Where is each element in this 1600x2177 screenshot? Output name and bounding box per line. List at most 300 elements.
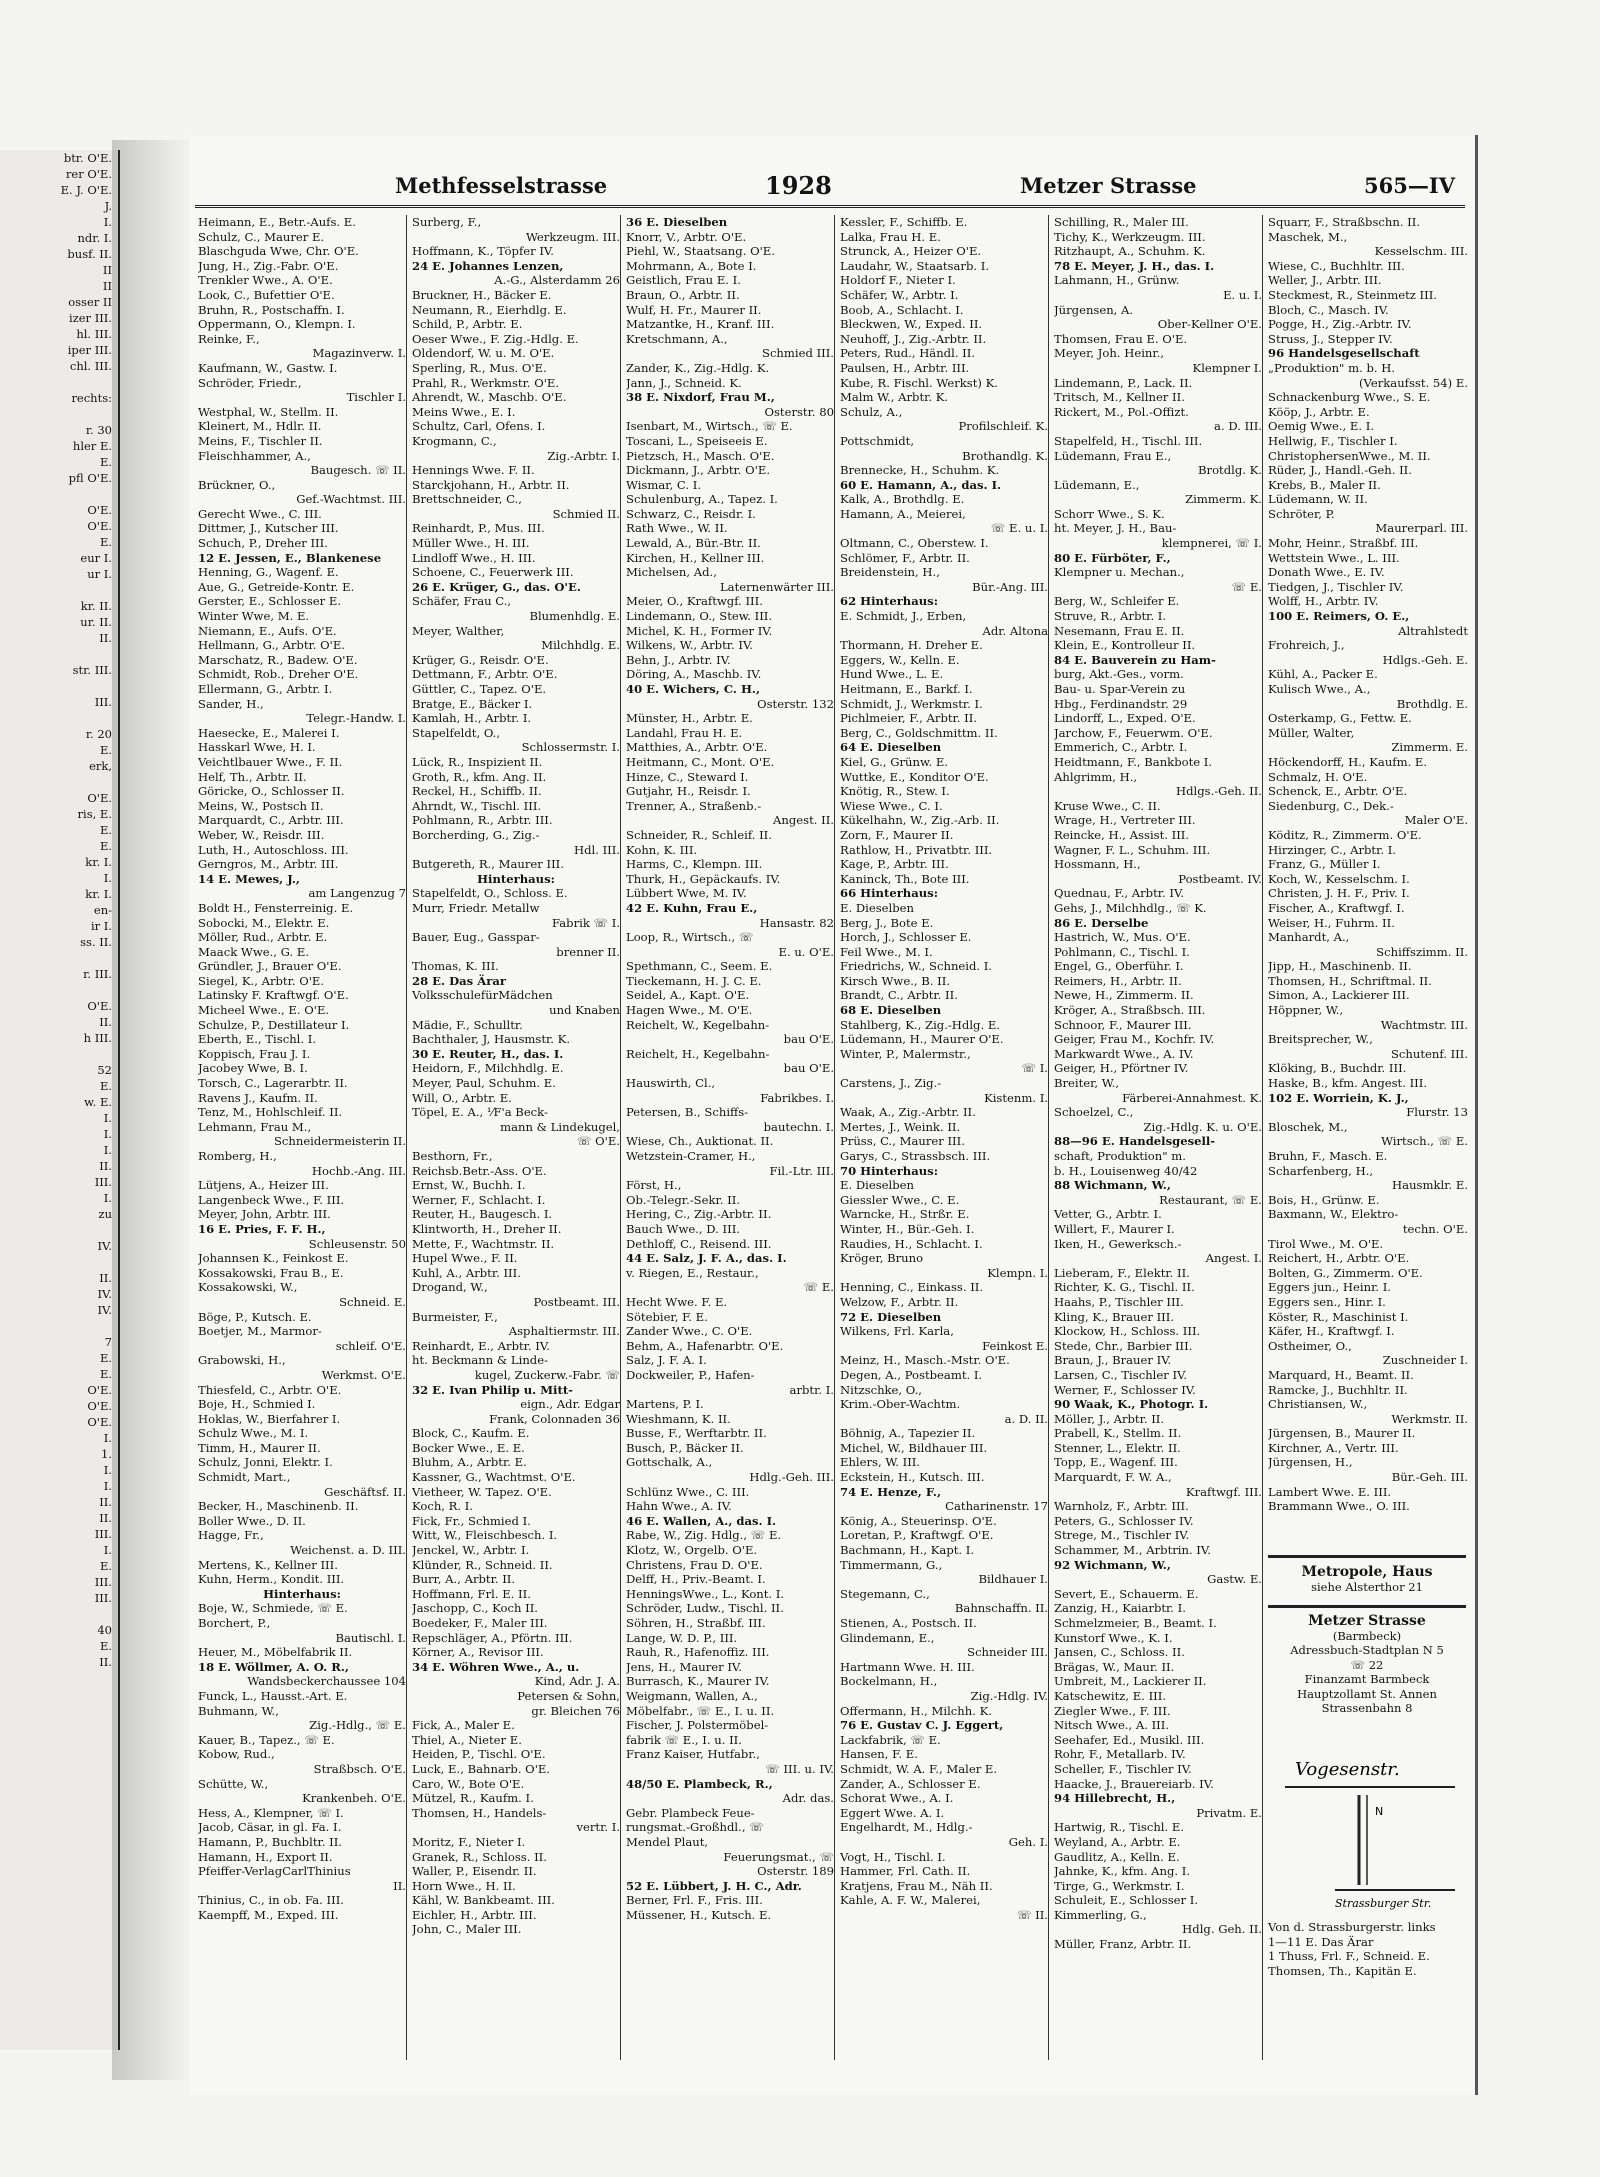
directory-entry: Schild, P., Arbtr. E. — [412, 317, 523, 332]
directory-entry: ht. Beckmann & Linde- — [412, 1353, 549, 1368]
directory-entry: Michelsen, Ad., — [626, 565, 717, 580]
directory-entry: Döring, A., Maschb. IV. — [626, 667, 762, 682]
directory-entry: Engelhardt, M., Hdlg.- — [840, 1820, 973, 1835]
directory-entry: Krüger, G., Reisdr. O'E. — [412, 652, 549, 667]
directory-entry: Seidel, A., Kapt. O'E. — [626, 988, 750, 1003]
right-street-title: Metzer Strasse — [1020, 173, 1197, 198]
directory-entry: Schütte, W., — [198, 1776, 269, 1791]
directory-entry: Hdlgs.-Geh. II. — [1175, 784, 1262, 799]
directory-entry: Seehafer, Ed., Musikl. III. — [1054, 1732, 1205, 1747]
directory-entry: Stapelfeld, H., Tischl. III. — [1054, 433, 1203, 448]
left-street-title: Methfesselstrasse — [395, 173, 608, 198]
directory-entry: Schlömer, F., Arbtr. II. — [840, 550, 970, 565]
directory-entry: Jens, H., Maurer IV. — [626, 1659, 742, 1674]
directory-entry: Struve, R., Arbtr. I. — [1054, 609, 1167, 624]
column-rule — [620, 215, 621, 2060]
directory-entry: Weigmann, Wallen, A., — [626, 1688, 758, 1703]
directory-entry: Hecht Wwe. F. E. — [626, 1294, 728, 1309]
directory-entry: Magazinverw. I. — [312, 346, 406, 361]
directory-entry: Müller, Walter, — [1268, 725, 1355, 740]
directory-entry: 70 Hinterhaus: — [840, 1163, 938, 1178]
metzer-title: Metzer Strasse — [1308, 1613, 1426, 1629]
metzer-tax-office: Finanzamt Barmbeck — [1304, 1672, 1430, 1686]
previous-page-line — [0, 406, 118, 422]
directory-entry: Wetzstein-Cramer, H., — [626, 1149, 756, 1163]
directory-entry: Helf, Th., Arbtr. II. — [198, 769, 307, 784]
directory-entry: Giessler Wwe., C. E. — [840, 1192, 960, 1207]
directory-entry: Becker, H., Maschinenb. II. — [198, 1499, 359, 1514]
directory-entry: Peters, Rud., Händl. II. — [840, 346, 976, 361]
directory-entry: Kahle, A. F. W., Malerei, — [840, 1893, 981, 1908]
directory-entry: Loop, R., Wirtsch., ☏ — [626, 930, 754, 945]
directory-entry: Heidorn, F., Milchhdlg. E. — [412, 1061, 564, 1076]
directory-entry: Rohr, F., Metallarb. IV. — [1054, 1747, 1186, 1762]
directory-entry: Zig.-Arbtr. I. — [547, 448, 620, 463]
directory-entry: 32 E. Ivan Philip u. Mitt- — [412, 1382, 573, 1397]
directory-entry: Straßbsch. O'E. — [313, 1761, 406, 1776]
directory-entry: Petersen, B., Schiffs- — [626, 1105, 749, 1120]
previous-page-line: II. — [99, 631, 112, 645]
directory-entry: Look, C., Bufettier O'E. — [198, 287, 335, 302]
previous-page-line: I. — [103, 1127, 112, 1141]
directory-entry: Schilling, R., Maler III. — [1054, 215, 1189, 229]
directory-entry: Sötebier, F. E. — [626, 1309, 708, 1324]
directory-entry: Hagen Wwe., M. O'E. — [626, 1003, 753, 1018]
directory-entry: Stede, Chr., Barbier III. — [1054, 1338, 1193, 1353]
directory-entry: Kükelhahn, W., Zig.-Arb. II. — [840, 813, 1000, 828]
directory-entry: Hennings Wwe. F. II. — [412, 463, 535, 478]
previous-page-line: O'E. — [87, 503, 112, 517]
previous-page-line: I. — [103, 1431, 112, 1445]
directory-entry: Lüdemann, W. II. — [1268, 492, 1368, 507]
directory-entry: Höckendorff, H., Kaufm. E. — [1268, 754, 1428, 769]
directory-entry: Geiger, H., Pförtner IV. — [1054, 1061, 1189, 1076]
directory-entry: Prabell, K., Stellm. II. — [1054, 1426, 1182, 1441]
directory-entry: Brandt, C., Arbtr. II. — [840, 988, 958, 1003]
previous-page-line: III. — [94, 1527, 112, 1541]
directory-entry: Schoene, C., Feuerwerk III. — [412, 565, 574, 580]
directory-entry: Schneider, R., Schleif. II. — [626, 827, 772, 842]
directory-entry: Hoklas, W., Bierfahrer I. — [198, 1411, 341, 1426]
directory-entry: Schmidt, Rob., Dreher O'E. — [198, 667, 359, 682]
directory-entry: Kobow, Rud., — [198, 1747, 275, 1762]
directory-entry: Lindemann, O., Stew. III. — [626, 609, 773, 624]
previous-page-line — [0, 374, 118, 390]
directory-entry: Schulz, C., Maurer E. — [198, 229, 325, 244]
directory-entry: Kiel, G., Grünw. E. — [840, 754, 949, 769]
previous-page-line: hler E. — [72, 439, 112, 453]
directory-entry: Heitmann, C., Mont. O'E. — [626, 754, 775, 769]
directory-entry: Micheel Wwe., E. O'E. — [198, 1003, 330, 1018]
directory-entry: Ob.-Telegr.-Sekr. II. — [626, 1192, 740, 1207]
directory-entry: Meins, W., Postsch II. — [198, 798, 324, 813]
directory-entry: Vietheer, W. Tapez. O'E. — [412, 1484, 552, 1499]
directory-entry: Gutjahr, H., Reisdr. I. — [626, 784, 751, 799]
previous-page-line: eur I. — [80, 551, 112, 565]
directory-entry: 96 Handelsgesellschaft — [1268, 346, 1420, 361]
directory-entry: Reckel, H., Schiffb. II. — [412, 784, 542, 799]
directory-entry: Lübbert Wwe, M. IV. — [626, 886, 747, 901]
directory-entry: Scheller, F., Tischler IV. — [1054, 1761, 1192, 1776]
directory-entry: Weyland, A., Arbtr. E. — [1054, 1834, 1181, 1849]
previous-page-line — [0, 1606, 118, 1622]
previous-page-line: III. — [94, 695, 112, 709]
directory-entry: 88 Wichmann, W., — [1054, 1178, 1171, 1193]
directory-entry: 52 E. Lübbert, J. H. C., Adr. — [626, 1878, 802, 1893]
directory-entry: Jenckel, W., Arbtr. I. — [412, 1543, 530, 1558]
directory-entry: Rathlow, H., Privatbtr. III. — [840, 842, 993, 857]
directory-entry: Niemann, E., Aufs. O'E. — [198, 623, 337, 638]
previous-page-line: iper III. — [67, 343, 112, 357]
directory-entry: Hdlg.-Geh. III. — [749, 1470, 834, 1485]
directory-entry: Angest. II. — [773, 813, 834, 828]
directory-entry: Kauer, B., Tapez., ☏ E. — [198, 1732, 335, 1747]
previous-page-line: E. — [99, 823, 112, 837]
directory-entry: Ahlgrimm, H., — [1054, 769, 1138, 784]
column-rule — [406, 215, 407, 2060]
previous-page-line: I. — [103, 1543, 112, 1557]
directory-entry: Krankenbeh. O'E. — [302, 1791, 406, 1806]
directory-entry: Käfer, H., Kraftwgf. I. — [1268, 1324, 1395, 1339]
directory-entry: Zander, A., Schlosser E. — [840, 1776, 981, 1791]
directory-entry: Adr. das. — [782, 1791, 834, 1806]
directory-entry: Lütjens, A., Heizer III. — [198, 1178, 329, 1193]
directory-entry: Lackfabrik, ☏ E. — [840, 1732, 941, 1747]
directory-entry: Zig.-Hdlg. IV. — [970, 1688, 1048, 1703]
directory-entry: Schiffszimm. II. — [1376, 944, 1468, 959]
directory-entry: Kesselschm. III. — [1374, 244, 1468, 259]
previous-page-line: II. — [99, 1495, 112, 1509]
directory-entry: Bahnschaffn. II. — [954, 1601, 1048, 1616]
directory-entry: Trenkler Wwe., A. O'E. — [198, 273, 333, 288]
directory-entry: Besthorn, Fr., — [412, 1149, 493, 1163]
directory-entry: Wirtsch., ☏ E. — [1381, 1134, 1468, 1149]
directory-entry: brenner II. — [556, 944, 620, 959]
directory-entry: Hbg., Ferdinandstr. 29 — [1054, 696, 1188, 711]
directory-entry: 38 E. Nixdorf, Frau M., — [626, 390, 775, 405]
directory-entry: Gründler, J., Brauer O'E. — [198, 959, 342, 974]
directory-entry: 42 E. Kuhn, Frau E., — [626, 900, 758, 915]
directory-entry: Krogmann, C., — [412, 433, 497, 448]
directory-entry: Borcherding, G., Zig.- — [412, 827, 540, 842]
directory-entry: Mertens, K., Kellner III. — [198, 1557, 338, 1572]
previous-page-line — [0, 774, 118, 790]
directory-entry: Jacob, Cäsar, in gl. Fa. I. — [198, 1820, 342, 1835]
directory-entry: Mertes, J., Weink. II. — [840, 1119, 961, 1134]
directory-entry: Klempn. I. — [987, 1265, 1048, 1280]
directory-entry: Bolten, G., Zimmerm. O'E. — [1268, 1265, 1423, 1280]
directory-entry: Vogt, H., Tischl. I. — [840, 1849, 946, 1864]
directory-entry: Schulze, P., Destillateur I. — [198, 1017, 350, 1032]
directory-entry: ☏ I. — [1021, 1061, 1048, 1076]
directory-entry: Christen, J. H. F., Priv. I. — [1268, 886, 1410, 901]
directory-entry: 90 Waak, K., Photogr. I. — [1054, 1397, 1209, 1412]
directory-entry: 94 Hillebrecht, H., — [1054, 1791, 1176, 1806]
directory-entry: Bruckner, H., Bäcker E. — [412, 287, 552, 302]
directory-entry: Nitzschke, O., — [840, 1382, 922, 1397]
directory-entry: Eckstein, H., Kutsch. III. — [840, 1470, 985, 1485]
directory-entry: Sobocki, M., Elektr. E. — [198, 915, 330, 930]
directory-entry: Berner, Frl. F., Fris. III. — [626, 1893, 763, 1908]
directory-entry: Bluhm, A., Arbtr. E. — [412, 1455, 527, 1470]
directory-entry: 28 E. Das Ärar — [412, 973, 506, 988]
directory-entry: Schneidermeisterin II. — [273, 1134, 406, 1149]
directory-entry: Squarr, F., Straßbschn. II. — [1268, 215, 1421, 229]
directory-entry: Feil Wwe., M. I. — [840, 944, 933, 959]
directory-entry: Haesecke, E., Malerei I. — [198, 725, 340, 740]
directory-entry: Waak, A., Zig.-Arbtr. II. — [840, 1105, 976, 1120]
directory-entry: Tirol Wwe., M. O'E. — [1268, 1236, 1384, 1251]
directory-entry: 1 Thuss, Frl. F., Schneid. E. — [1268, 1949, 1430, 1964]
directory-entry: Klotz, W., Orgelb. O'E. — [626, 1543, 758, 1558]
map-north-label: N — [1375, 1805, 1384, 1818]
directory-entry: Kistenm. I. — [984, 1090, 1048, 1105]
directory-entry: Maack Wwe., G. E. — [198, 944, 310, 959]
directory-entry: Fleischhammer, A., — [198, 448, 311, 463]
directory-entry: Wrage, H., Vertreter III. — [1054, 813, 1196, 828]
directory-entry: Hamann, A., Meierei, — [840, 506, 966, 521]
directory-entry: Richter, K. G., Tischl. II. — [1054, 1280, 1195, 1295]
gutter-shadow — [112, 140, 192, 2080]
directory-entry: Behm, A., Hafenarbtr. O'E. — [626, 1338, 784, 1353]
directory-entry: Klein, E., Kontrolleur II. — [1054, 638, 1196, 653]
directory-entry: Haacke, J., Brauereiarb. IV. — [1054, 1776, 1214, 1791]
directory-entry: Severt, E., Schauerm. E. — [1054, 1586, 1199, 1601]
directory-entry: Harms, C., Klempn. III. — [626, 857, 763, 872]
directory-entry: Gerngros, M., Arbtr. III. — [198, 857, 339, 872]
directory-entry: Weiser, H., Fuhrm. II. — [1268, 915, 1395, 930]
directory-entry: Zimmerm. E. — [1391, 740, 1468, 755]
directory-entry: Burr, A., Arbtr. II. — [412, 1572, 516, 1587]
directory-entry: Köditz, R., Zimmerm. O'E. — [1268, 827, 1422, 842]
previous-page-line — [0, 1318, 118, 1334]
directory-entry: Kuhl, A., Arbtr. III. — [412, 1265, 521, 1280]
metzer-entries — [1268, 1920, 1466, 1978]
directory-entry: und Knaben — [549, 1003, 620, 1018]
directory-entry: burg, Akt.-Ges., vorm. — [1054, 667, 1184, 682]
previous-page-line: IV. — [97, 1287, 112, 1301]
previous-page-line: I. — [103, 1191, 112, 1205]
directory-entry: Höppner, W., — [1268, 1003, 1344, 1018]
directory-entry: Dittmer, J., Kutscher III. — [198, 521, 339, 536]
directory-entry: Ziegler Wwe., F. III. — [1054, 1703, 1171, 1718]
directory-entry: Osterkamp, G., Fettw. E. — [1268, 711, 1412, 726]
directory-entry: Westphal, W., Stellm. II. — [198, 404, 339, 419]
directory-entry: 100 E. Reimers, O. E., — [1268, 609, 1410, 624]
directory-entry: Restaurant, ☏ E. — [1159, 1192, 1262, 1207]
directory-entry: 14 E. Mewes, J., — [198, 871, 300, 886]
directory-entry: Asphaltiermstr. III. — [508, 1324, 620, 1339]
directory-entry: Christiansen, W., — [1268, 1397, 1368, 1412]
directory-entry: Malm W., Arbtr. K. — [840, 390, 949, 405]
directory-entry: Holdorf F., Nieter I. — [840, 273, 956, 288]
directory-entry: Matzantke, H., Kranf. III. — [626, 317, 775, 332]
directory-entry: Kirchner, A., Vertr. III. — [1268, 1440, 1399, 1455]
directory-entry: Hamann, P., Buchbltr. II. — [198, 1834, 342, 1849]
directory-entry: E. Dieselben — [840, 1178, 914, 1193]
directory-entry: Schulenburg, A., Tapez. I. — [626, 492, 778, 507]
directory-entry: König, A., Steuerinsp. O'E. — [840, 1513, 997, 1528]
directory-entry: Welzow, F., Arbtr. II. — [840, 1294, 959, 1309]
directory-entry: Zig.-Hdlg., ☏ E. — [309, 1718, 406, 1733]
directory-entry: Warnholz, F., Arbtr. III. — [1054, 1499, 1189, 1514]
directory-entry: Meyer, John, Arbtr. III. — [198, 1207, 331, 1222]
directory-entry: 18 E. Wöllmer, A. O. R., — [198, 1659, 349, 1674]
previous-page-line: I. — [103, 1479, 112, 1493]
page-header — [195, 165, 1465, 208]
directory-entry: E. Schmidt, J., Erben, — [840, 609, 967, 624]
directory-entry: Schuleit, E., Schlosser I. — [1054, 1893, 1199, 1908]
previous-page-line: III. — [94, 1591, 112, 1605]
directory-entry: Nitsch Wwe., A. III. — [1054, 1718, 1170, 1733]
directory-entry: Kaninck, Th., Bote III. — [840, 871, 970, 886]
directory-entry: Bocker Wwe., E. E. — [412, 1440, 525, 1455]
directory-entry: Berg, J., Bote E. — [840, 915, 934, 930]
directory-entry: Schäfer, Frau C., — [412, 594, 512, 609]
directory-entry: Marquard, H., Beamt. II. — [1268, 1367, 1414, 1382]
directory-entry: Surberg, F., — [412, 215, 482, 229]
previous-page-line: I. — [103, 1111, 112, 1125]
directory-entry: Kröger, A., Straßbsch. III. — [1054, 1003, 1206, 1018]
directory-entry: Breitsprecher, W., — [1268, 1032, 1373, 1047]
directory-entry: Hossmann, H., — [1054, 857, 1141, 872]
previous-page-line: III. — [94, 1575, 112, 1589]
directory-entry: Lehmann, Frau M., — [198, 1119, 312, 1134]
previous-page-line: h III. — [83, 1031, 112, 1045]
directory-entry: Garys, C., Strassbsch. III. — [840, 1149, 991, 1163]
directory-entry: Horch, J., Schlosser E. — [840, 930, 972, 945]
directory-entry: rungsmat.-Großhdl., ☏ — [626, 1820, 764, 1835]
directory-entry: Jaschopp, C., Koch II. — [412, 1601, 538, 1616]
directory-entry: Starckjohann, H., Arbtr. II. — [412, 477, 570, 492]
directory-entry: Baugesch. ☏ II. — [310, 463, 406, 478]
directory-entry: Franz Kaiser, Hutfabr., — [626, 1747, 760, 1762]
previous-page-line: O'E. — [87, 1399, 112, 1413]
directory-entry: Schröder, Ludw., Tischl. II. — [626, 1601, 784, 1616]
directory-entry: Neuhoff, J., Zig.-Arbtr. II. — [840, 331, 987, 346]
directory-entry: Klempner I. — [1192, 360, 1262, 375]
previous-page-line: E. — [99, 535, 112, 549]
directory-entry: Jung, H., Zig.-Fabr. O'E. — [198, 258, 339, 273]
directory-entry: Luth, H., Autoschloss. III. — [198, 842, 349, 857]
directory-entry: 78 E. Meyer, J. H., das. I. — [1054, 258, 1215, 273]
directory-entry: Meins, F., Tischler II. — [198, 433, 323, 448]
metropole-subtitle: siehe Alsterthor 21 — [1311, 1580, 1423, 1594]
directory-entry: Wismar, C. I. — [626, 477, 702, 492]
directory-entry: Zorn, F., Maurer II. — [840, 827, 954, 842]
directory-entry: Block, C., Kaufm. E. — [412, 1426, 530, 1441]
directory-entry: Möller, J., Arbtr. II. — [1054, 1411, 1165, 1426]
previous-page-line: E. — [99, 839, 112, 853]
directory-entry: Henning, C., Einkass. II. — [840, 1280, 984, 1295]
directory-entry: Privatm. E. — [1196, 1805, 1262, 1820]
directory-entry: Veichtlbauer Wwe., F. II. — [198, 754, 343, 769]
directory-entry: Degen, A., Postbeamt. I. — [840, 1367, 983, 1382]
directory-entry: Oemig Wwe., E. I. — [1268, 419, 1375, 434]
directory-entry: Möbelfabr., ☏ E., I. u. II. — [626, 1703, 775, 1718]
directory-entry: Pietzsch, H., Masch. O'E. — [626, 448, 775, 463]
directory-entry: Hammer, Frl. Cath. II. — [840, 1864, 971, 1879]
directory-entry: ☏ E. u. I. — [990, 521, 1048, 536]
directory-entry: Jürgensen, A. — [1054, 302, 1134, 317]
metzer-street-info — [1268, 1605, 1466, 1728]
directory-entry: Granek, R., Schloss. II. — [412, 1849, 547, 1864]
directory-entry: 36 E. Dieselben — [626, 215, 728, 229]
directory-entry: Mädie, F., Schulltr. — [412, 1017, 523, 1032]
directory-entry: 34 E. Wöhren Wwe., A., u. — [412, 1659, 580, 1674]
directory-entry: Jürgensen, H., — [1268, 1455, 1353, 1470]
directory-entry: Lambert Wwe. E. III. — [1268, 1484, 1392, 1499]
previous-page-line: II. — [99, 1655, 112, 1669]
directory-entry: Umbreit, M., Lackierer II. — [1054, 1674, 1207, 1689]
directory-entry: Thiel, A., Nieter E. — [412, 1732, 522, 1747]
directory-entry: Salz, J. F. A. I. — [626, 1353, 707, 1368]
directory-entry: Kirchen, H., Kellner III. — [626, 550, 765, 565]
directory-entry: 60 E. Hamann, A., das. I. — [840, 477, 1002, 492]
directory-entry: Schultz, Carl, Ofens. I. — [412, 419, 546, 434]
previous-page-line — [0, 1222, 118, 1238]
directory-entry: Simon, A., Lackierer III. — [1268, 988, 1410, 1003]
directory-entry: Wandsbeckerchaussee 104 — [247, 1674, 406, 1689]
directory-entry: 66 Hinterhaus: — [840, 886, 938, 901]
directory-entry: Carstens, J., Zig.- — [840, 1076, 942, 1091]
directory-entry: Thurk, H., Gepäckaufs. IV. — [626, 871, 781, 886]
directory-entry: Klöking, B., Buchdr. III. — [1268, 1061, 1407, 1076]
directory-entry: Kimmerling, G., — [1054, 1907, 1147, 1922]
directory-entry: Ramcke, J., Buchhltr. II. — [1268, 1382, 1408, 1397]
directory-entry: ☏ III. u. IV. — [765, 1761, 834, 1776]
directory-entry: Bau- u. Spar-Verein zu — [1054, 682, 1186, 696]
directory-entry: Gerster, E., Schlosser E. — [198, 594, 342, 609]
directory-entry: Franz, G., Müller I. — [1268, 857, 1381, 872]
directory-entry: a. D. III. — [1214, 419, 1262, 434]
directory-entry: Boje, W., Schmiede, ☏ E. — [198, 1601, 348, 1616]
directory-entry: Heiden, P., Tischl. O'E. — [412, 1747, 546, 1762]
directory-entry: Lieberam, F., Elektr. II. — [1054, 1265, 1190, 1280]
directory-entry: 40 E. Wichers, C. H., — [626, 682, 760, 696]
directory-entry: 26 E. Krüger, G., das. O'E. — [412, 579, 581, 594]
directory-entry: Meins Wwe., E. I. — [412, 404, 516, 419]
directory-entry: Jann, J., Schneid. K. — [626, 375, 742, 390]
directory-entry: Jansen, C., Schloss. II. — [1054, 1645, 1185, 1660]
directory-entry: Kossakowski, Frau B., E. — [198, 1265, 344, 1280]
directory-entry: Repschläger, A., Pförtn. III. — [412, 1630, 573, 1645]
directory-entry: fabrik ☏ E., I. u. II. — [626, 1732, 742, 1747]
previous-page-line: E. — [99, 743, 112, 757]
directory-entry: Laudahr, W., Staatsarb. I. — [840, 258, 990, 273]
directory-entry: Reinhardt, P., Mus. III. — [412, 521, 545, 536]
directory-entry: Hdl. III. — [573, 842, 620, 857]
directory-entry: Feuerungsmat., ☏ — [723, 1849, 834, 1864]
directory-entry: Brägas, W., Maur. II. — [1054, 1659, 1175, 1674]
directory-entry: Weichenst. a. D. III. — [290, 1543, 406, 1558]
directory-entry: Jipp, H., Maschinenb. II. — [1268, 959, 1412, 974]
directory-entry: Wachtmstr. III. — [1380, 1017, 1468, 1032]
directory-entry: Reimers, H., Arbtr. II. — [1054, 973, 1182, 988]
directory-entry: Eggers jun., Heinr. I. — [1268, 1280, 1391, 1295]
directory-entry: Strege, M., Tischler IV. — [1054, 1528, 1190, 1543]
directory-entry: 84 E. Bauverein zu Ham- — [1054, 652, 1216, 667]
directory-entry: Paulsen, H., Arbtr. III. — [840, 360, 970, 375]
directory-entry: bau O'E. — [783, 1061, 834, 1076]
directory-entry: Ahrendt, W., Maschb. O'E. — [412, 390, 567, 405]
directory-entry: Petersen & Sohn, — [517, 1688, 620, 1703]
directory-entry: 1—11 E. Das Ärar — [1268, 1934, 1374, 1949]
directory-entry: Witt, W., Fleischbesch. I. — [412, 1528, 558, 1543]
directory-entry: Braun, J., Brauer IV. — [1054, 1353, 1172, 1368]
directory-entry: Burrasch, K., Maurer IV. — [626, 1674, 770, 1689]
directory-entry: Köster, R., Maschinist I. — [1268, 1309, 1409, 1324]
